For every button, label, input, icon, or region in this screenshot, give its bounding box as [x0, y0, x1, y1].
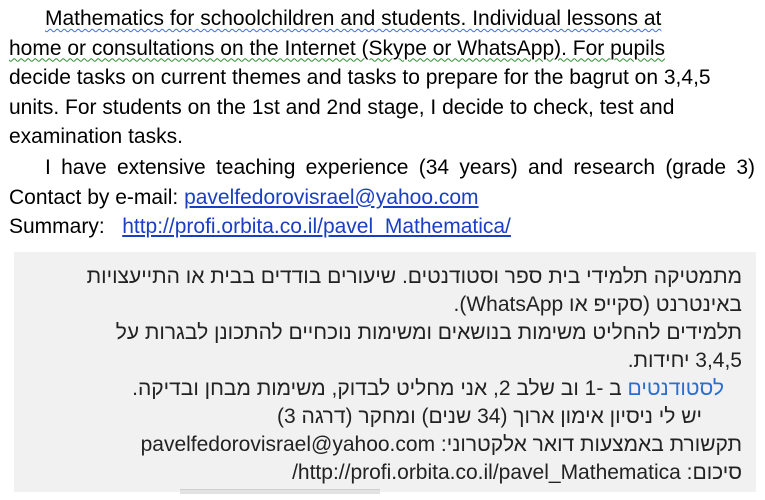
hebrew-line-7: תקשורת באמצעות דואר אלקטרוני: pavelfedorovisrael@yahoo.com	[140, 433, 742, 456]
hebrew-line-5	[132, 376, 724, 402]
english-paragraph-intro	[9, 4, 755, 152]
intro-line-5: examination tasks.	[9, 125, 183, 148]
experience-line: I have extensive teaching experience (34 years) and research (grade 3)	[45, 156, 755, 179]
intro-line-4: units. For students on the 1st and 2nd stage, I decide to check, test and	[9, 95, 675, 119]
intro-line-3: decide tasks on current themes and tasks to prepare for the bagrut on 3,4,5	[9, 66, 711, 89]
intro-line-1: Mathematics for schoolchildren and students. Individual lessons at	[45, 7, 662, 30]
email-link[interactable]: pavelfedorovisrael@yahoo.com	[184, 185, 479, 209]
hebrew-line-1: מתמטיקה תלמידי בית ספר וסטודנטים. שיעורים בודדים בבית או התייעצויות	[86, 265, 742, 288]
hebrew-line-8: סיכום: http://profi.orbita.co.il/pavel_Mathematica/	[292, 461, 742, 484]
hebrew-line-2: באינטרנט (סקייפ או WhatsApp).	[453, 293, 742, 316]
hebrew-students-link[interactable]: לסטודנטים	[627, 377, 724, 400]
intro-line-2: home or consultations on the Internet (Skype or WhatsApp). For pupils	[9, 36, 665, 60]
contact-line	[9, 183, 755, 213]
summary-line	[9, 212, 755, 242]
contact-label: Contact by e-mail:	[9, 185, 185, 209]
bottom-toolbar-edge	[180, 489, 380, 494]
hebrew-line-3: תלמידים להחליט משימות בנושאים ומשימות נוכחיים להתכונן לבגרות על	[115, 321, 742, 344]
hebrew-translation-box	[14, 252, 756, 492]
summary-link[interactable]: http://profi.orbita.co.il/pavel_Mathematica/	[122, 215, 511, 238]
hebrew-line-4: 3,4,5 יחידות.	[627, 349, 742, 372]
summary-label: Summary:	[9, 215, 111, 238]
hebrew-line-5-text: ב -1 וב שלב 2, אני מחליט לבדוק, משימות מבחן ובדיקה.	[132, 377, 628, 400]
english-paragraph-contact	[9, 153, 755, 242]
hebrew-line-6: יש לי ניסיון אימון ארוך (34 שנים) ומחקר (דרגה 3)	[277, 405, 702, 428]
